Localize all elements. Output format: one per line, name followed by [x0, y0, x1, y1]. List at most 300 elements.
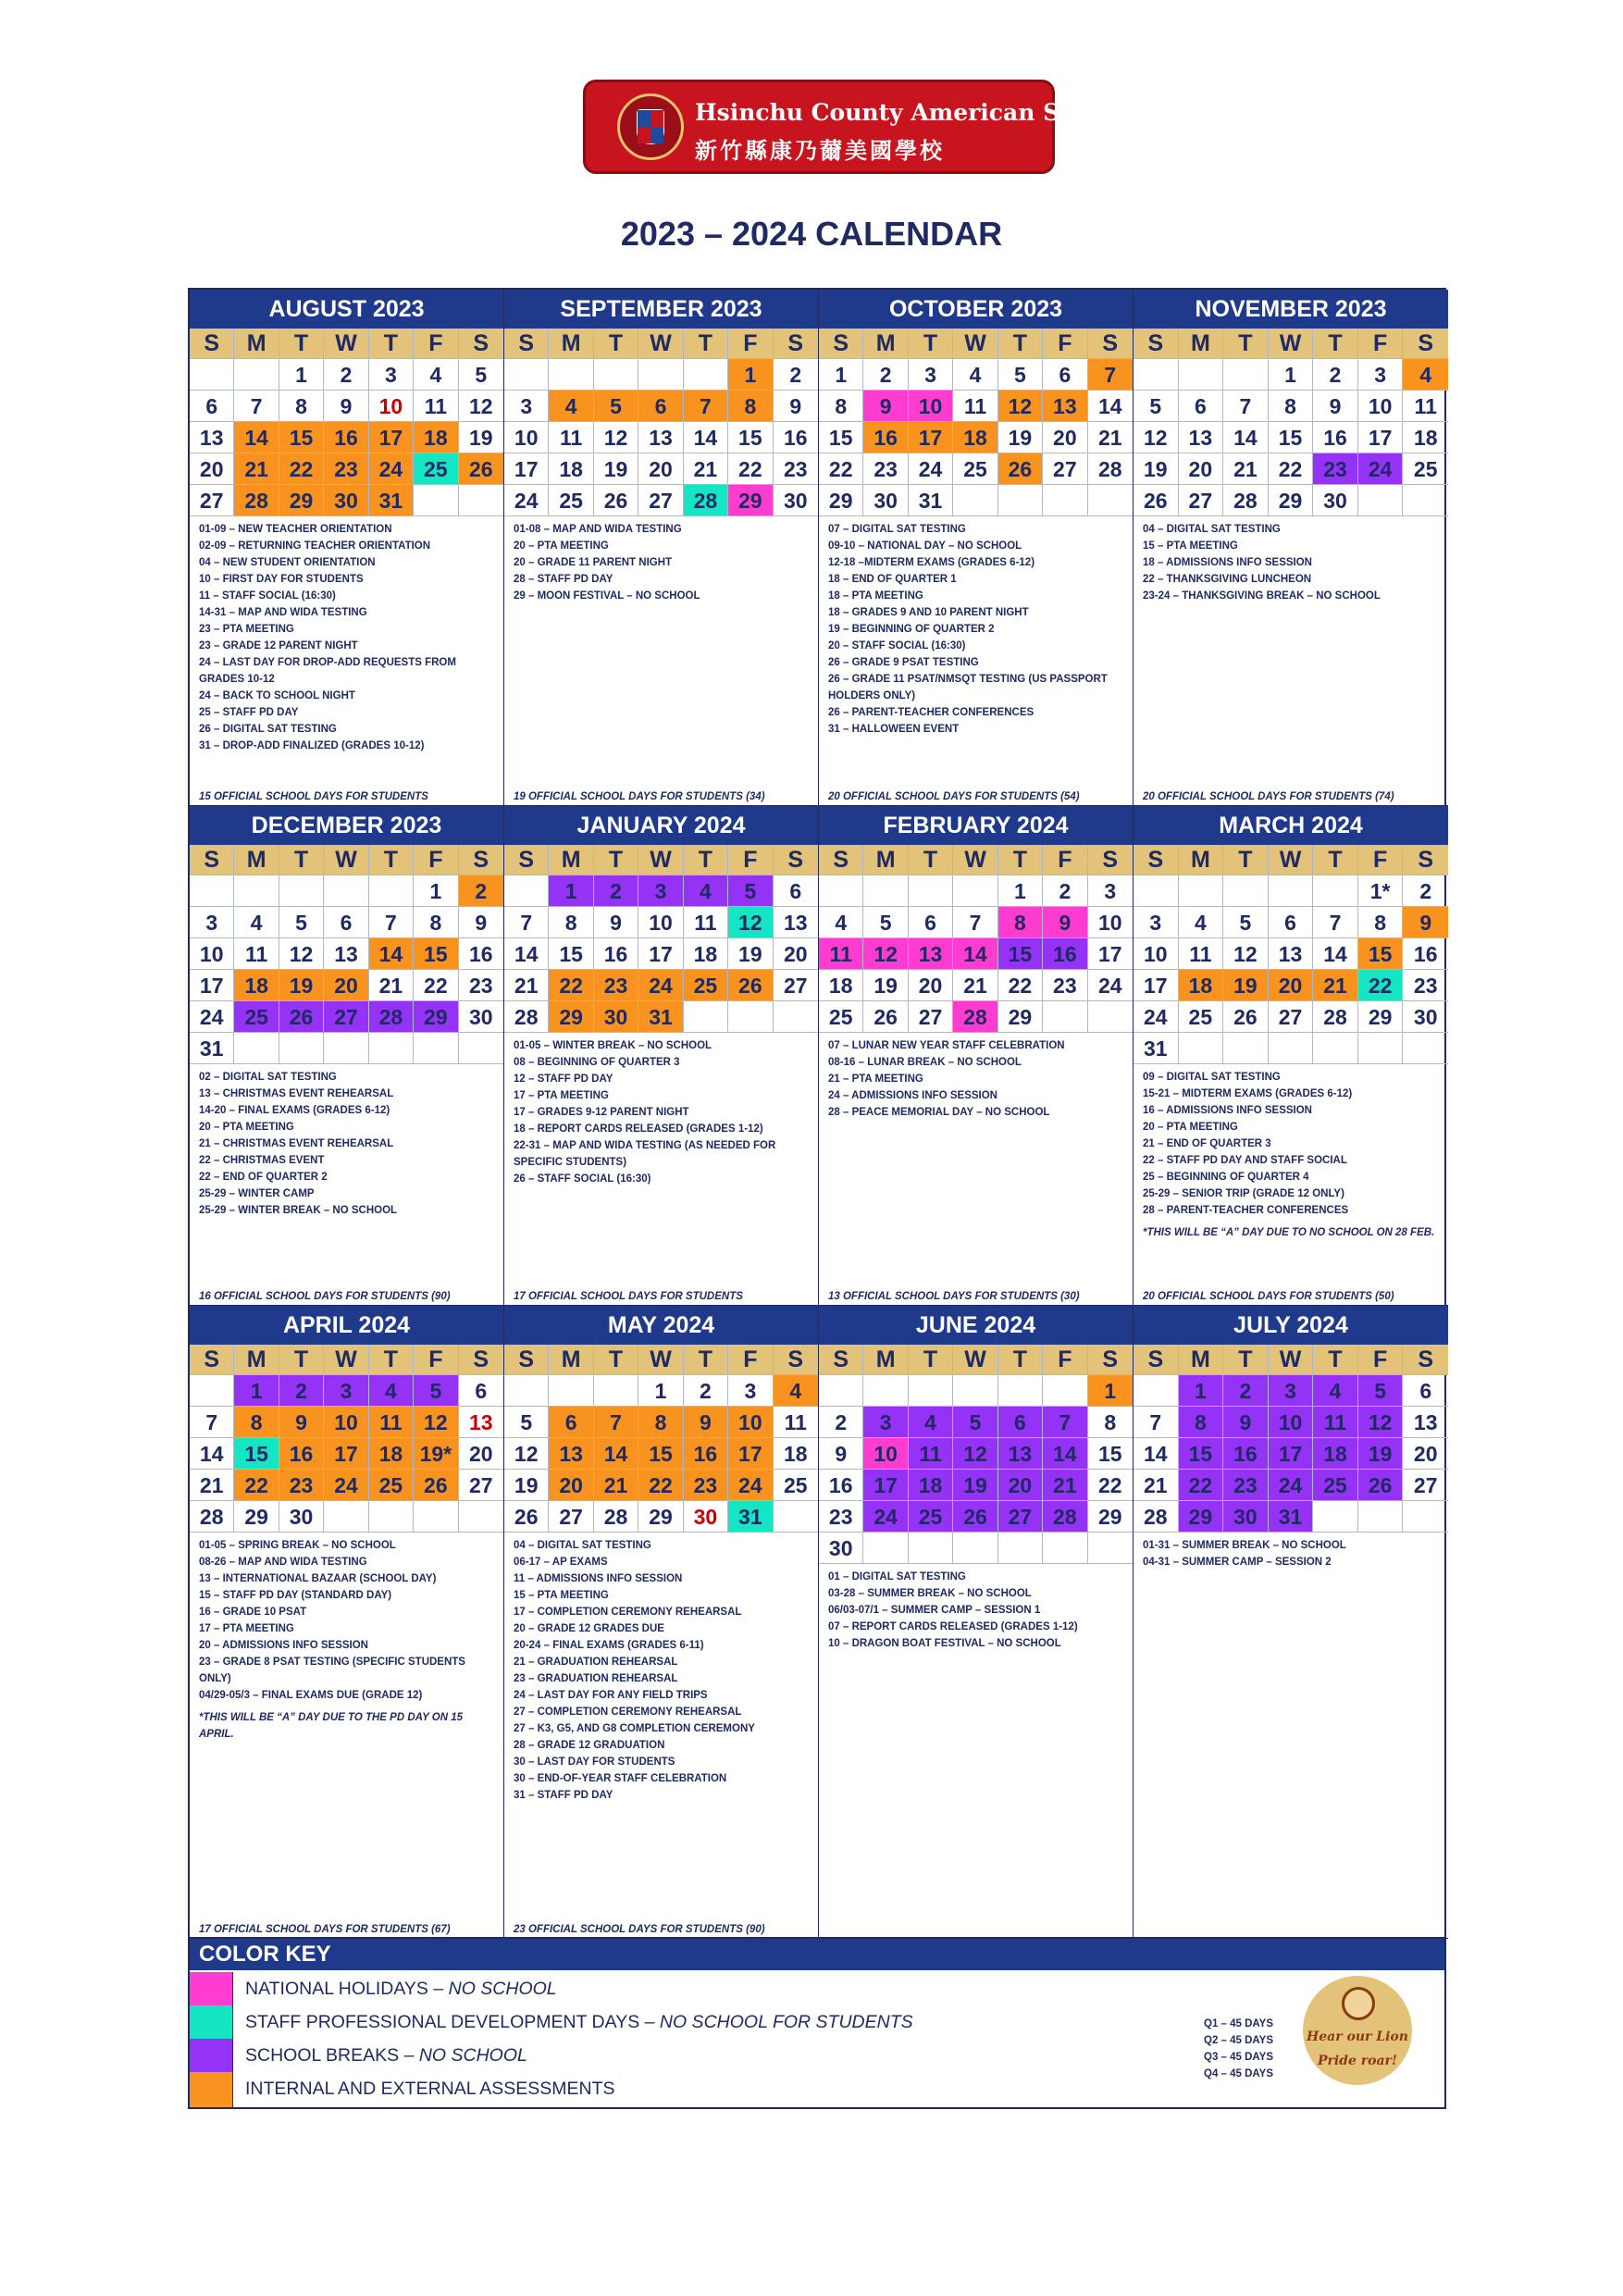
note-line: 23-24 – THANKSGIVING BREAK – NO SCHOOL	[1143, 590, 1381, 602]
swatch-pd	[190, 2005, 233, 2039]
weekday-header: T	[369, 1345, 414, 1375]
day-cell: 15	[1358, 938, 1404, 970]
day-cell	[1223, 1033, 1269, 1064]
month-notes	[504, 1533, 818, 1804]
day-cell	[504, 359, 549, 391]
day-cell: 16	[819, 1470, 863, 1501]
day-cell: 22	[1269, 453, 1314, 485]
day-cell: 15	[279, 422, 324, 453]
day-cell: 18	[1313, 1438, 1358, 1470]
day-cell: 12	[998, 391, 1043, 422]
month-notes	[504, 516, 818, 604]
month-notes	[190, 1533, 503, 1743]
day-cell: 9	[279, 1407, 324, 1438]
day-cell: 24	[504, 485, 549, 516]
day-cell: 23	[1043, 970, 1087, 1001]
note-line: 29 – MOON FESTIVAL – NO SCHOOL	[514, 590, 700, 602]
day-cell: 14	[1088, 391, 1133, 422]
day-cell	[1403, 485, 1448, 516]
day-cell	[1134, 875, 1179, 907]
day-cell: 10	[1358, 391, 1404, 422]
note-line: 18 – END OF QUARTER 1	[828, 574, 957, 585]
note-line: 03-28 – SUMMER BREAK – NO SCHOOL	[828, 1588, 1032, 1599]
day-cell: 2	[1043, 875, 1087, 907]
note-line: 21 – CHRISTMAS EVENT REHEARSAL	[199, 1138, 394, 1149]
school-days-count: 23 OFFICIAL SCHOOL DAYS FOR STUDENTS (90)	[514, 1924, 765, 1935]
day-cell	[953, 1375, 997, 1407]
day-cell: 4	[909, 1407, 953, 1438]
day-cell: 1	[638, 1375, 683, 1407]
day-cell: 19	[279, 970, 324, 1001]
weekday-header: S	[1134, 845, 1179, 875]
day-cell: 11	[684, 907, 728, 938]
day-cell: 25	[684, 970, 728, 1001]
day-cell: 16	[279, 1438, 324, 1470]
weekday-header: W	[1269, 845, 1314, 875]
day-cell: 25	[1403, 453, 1448, 485]
day-cell	[1313, 1033, 1358, 1064]
day-cell: 22	[1088, 1470, 1133, 1501]
day-cell: 24	[909, 453, 953, 485]
note-line: 24 – LAST DAY FOR ANY FIELD TRIPS	[514, 1690, 708, 1701]
day-cell	[1179, 359, 1224, 391]
day-cell: 22	[414, 970, 458, 1001]
swatch-break	[190, 2039, 233, 2072]
day-cell: 7	[190, 1407, 234, 1438]
weekday-header: T	[998, 1345, 1043, 1375]
month-grid	[1134, 1345, 1448, 1533]
weekday-header: W	[1269, 1345, 1314, 1375]
school-name-zh: 新竹縣康乃薾美國學校	[695, 137, 945, 164]
day-cell: 14	[684, 422, 728, 453]
month-header: MARCH 2024	[1134, 806, 1448, 845]
day-cell: 30	[863, 485, 908, 516]
day-cell: 5	[998, 359, 1043, 391]
note-line: 12 – STAFF PD DAY	[514, 1074, 613, 1085]
day-cell: 13	[638, 422, 683, 453]
weekday-header: F	[414, 329, 458, 359]
day-cell: 10	[324, 1407, 368, 1438]
day-cell: 21	[234, 453, 279, 485]
day-cell: 23	[819, 1501, 863, 1533]
day-cell	[1313, 1501, 1358, 1533]
day-cell: 28	[1134, 1501, 1179, 1533]
day-cell: 28	[684, 485, 728, 516]
weekday-header: T	[684, 329, 728, 359]
note-line: 26 – GRADE 9 PSAT TESTING	[828, 657, 979, 668]
day-cell: 11	[549, 422, 593, 453]
note-line: 22 – THANKSGIVING LUNCHEON	[1143, 574, 1312, 585]
day-cell	[324, 1501, 368, 1533]
month-8	[190, 1306, 504, 1939]
month-footnote: *THIS WILL BE “A” DAY DUE TO THE PD DAY ON 15 APRIL.	[199, 1712, 463, 1740]
weekday-header: S	[190, 329, 234, 359]
note-line: 28 – PARENT-TEACHER CONFERENCES	[1143, 1205, 1349, 1216]
day-cell	[638, 359, 683, 391]
quarter-days: Q1 – 45 DAYS	[1204, 2018, 1274, 2029]
day-cell: 27	[909, 1001, 953, 1033]
day-cell: 11	[774, 1407, 818, 1438]
note-line: 22 – END OF QUARTER 2	[199, 1172, 328, 1183]
day-cell: 23	[684, 1470, 728, 1501]
day-cell: 3	[863, 1407, 908, 1438]
day-cell: 1	[1179, 1375, 1224, 1407]
day-cell: 26	[1358, 1470, 1404, 1501]
day-cell: 17	[1358, 422, 1404, 453]
day-cell: 8	[1358, 907, 1404, 938]
note-line: 16 – GRADE 10 PSAT	[199, 1607, 307, 1618]
day-cell	[998, 1533, 1043, 1564]
day-cell: 25	[234, 1001, 279, 1033]
day-cell: 20	[909, 970, 953, 1001]
day-cell: 19	[953, 1470, 997, 1501]
weekday-header: S	[1134, 329, 1179, 359]
day-cell: 16	[1223, 1438, 1269, 1470]
weekday-header: T	[1313, 329, 1358, 359]
day-cell: 10	[504, 422, 549, 453]
note-line: 14-31 – MAP AND WIDA TESTING	[199, 607, 367, 618]
day-cell: 23	[1223, 1470, 1269, 1501]
note-line: 01 – DIGITAL SAT TESTING	[828, 1571, 966, 1582]
day-cell: 25	[953, 453, 997, 485]
day-cell: 21	[1313, 970, 1358, 1001]
day-cell: 2	[1223, 1375, 1269, 1407]
day-cell: 17	[324, 1438, 368, 1470]
day-cell: 4	[1179, 907, 1224, 938]
day-cell: 19*	[414, 1438, 458, 1470]
day-cell: 28	[1088, 453, 1133, 485]
note-line: 14-20 – FINAL EXAMS (GRADES 6-12)	[199, 1105, 390, 1116]
weekday-header: M	[1179, 329, 1224, 359]
color-key	[188, 1937, 1446, 2109]
day-cell: 22	[279, 453, 324, 485]
key-label: STAFF PROFESSIONAL DEVELOPMENT DAYS –	[245, 2012, 660, 2032]
weekday-header: S	[459, 1345, 503, 1375]
day-cell: 13	[1403, 1407, 1448, 1438]
day-cell	[1088, 1533, 1133, 1564]
day-cell: 23	[459, 970, 503, 1001]
day-cell: 16	[684, 1438, 728, 1470]
day-cell: 20	[324, 970, 368, 1001]
day-cell: 5	[953, 1407, 997, 1438]
month-header: DECEMBER 2023	[190, 806, 503, 845]
day-cell: 6	[638, 391, 683, 422]
day-cell: 5	[504, 1407, 549, 1438]
day-cell: 28	[369, 1001, 414, 1033]
weekday-header: S	[504, 845, 549, 875]
school-crest-icon	[617, 93, 684, 160]
day-cell	[594, 359, 638, 391]
weekday-header: M	[234, 1345, 279, 1375]
day-cell: 7	[504, 907, 549, 938]
day-cell: 3	[1358, 359, 1404, 391]
month-grid	[1134, 845, 1448, 1064]
month-header: APRIL 2024	[190, 1306, 503, 1345]
day-cell: 30	[819, 1533, 863, 1564]
day-cell: 16	[1313, 422, 1358, 453]
note-line: 20 – GRADE 12 GRADES DUE	[514, 1623, 664, 1634]
day-cell: 1	[1269, 359, 1314, 391]
note-line: 23 – GRADE 12 PARENT NIGHT	[199, 640, 358, 652]
day-cell: 11	[1313, 1407, 1358, 1438]
months-grid	[188, 288, 1446, 1941]
note-line: 25-29 – SENIOR TRIP (GRADE 12 ONLY)	[1143, 1188, 1344, 1199]
day-cell	[190, 359, 234, 391]
day-cell: 25	[1313, 1470, 1358, 1501]
note-line: 01-31 – SUMMER BREAK – NO SCHOOL	[1143, 1540, 1346, 1551]
key-label-em: NO SCHOOL	[448, 1979, 557, 1999]
day-cell: 14	[1134, 1438, 1179, 1470]
school-days-count: 20 OFFICIAL SCHOOL DAYS FOR STUDENTS (50)	[1143, 1291, 1394, 1302]
day-cell: 8	[819, 391, 863, 422]
month-grid	[1134, 329, 1448, 516]
day-cell: 4	[1403, 359, 1448, 391]
note-line: 25 – STAFF PD DAY	[199, 707, 299, 718]
day-cell	[504, 875, 549, 907]
day-cell: 2	[279, 1375, 324, 1407]
note-line: 08 – BEGINNING OF QUARTER 3	[514, 1057, 680, 1068]
day-cell: 5	[1223, 907, 1269, 938]
day-cell: 29	[414, 1001, 458, 1033]
day-cell: 21	[953, 970, 997, 1001]
day-cell: 31	[728, 1501, 773, 1533]
day-cell: 4	[1313, 1375, 1358, 1407]
note-line: 22 – STAFF PD DAY AND STAFF SOCIAL	[1143, 1155, 1347, 1166]
day-cell	[1269, 1033, 1314, 1064]
day-cell: 20	[190, 453, 234, 485]
day-cell: 26	[953, 1501, 997, 1533]
weekday-header: W	[953, 329, 997, 359]
weekday-header: T	[369, 845, 414, 875]
day-cell: 30	[279, 1501, 324, 1533]
key-label-em: NO SCHOOL FOR STUDENTS	[659, 2012, 913, 2032]
day-cell: 2	[1313, 359, 1358, 391]
day-cell: 5	[1358, 1375, 1404, 1407]
weekday-header: T	[1313, 1345, 1358, 1375]
day-cell: 22	[549, 970, 593, 1001]
weekday-header: T	[909, 1345, 953, 1375]
day-cell: 29	[234, 1501, 279, 1533]
weekday-header: S	[774, 1345, 818, 1375]
month-5	[504, 806, 819, 1306]
weekday-header: W	[638, 329, 683, 359]
day-cell: 7	[1313, 907, 1358, 938]
note-line: 16 – ADMISSIONS INFO SESSION	[1143, 1105, 1312, 1116]
day-cell: 6	[774, 875, 818, 907]
day-cell: 13	[549, 1438, 593, 1470]
day-cell: 18	[1179, 970, 1224, 1001]
weekday-header: S	[819, 1345, 863, 1375]
note-line: 31 – STAFF PD DAY	[514, 1790, 613, 1801]
day-cell: 11	[1403, 391, 1448, 422]
weekday-header: T	[594, 329, 638, 359]
day-cell: 13	[774, 907, 818, 938]
day-cell: 7	[1134, 1407, 1179, 1438]
day-cell: 3	[504, 391, 549, 422]
day-cell	[728, 1001, 773, 1033]
day-cell: 11	[819, 938, 863, 970]
day-cell: 2	[594, 875, 638, 907]
day-cell: 21	[504, 970, 549, 1001]
day-cell: 11	[369, 1407, 414, 1438]
day-cell: 7	[234, 391, 279, 422]
day-cell: 22	[819, 453, 863, 485]
weekday-header: S	[1403, 845, 1448, 875]
day-cell: 10	[728, 1407, 773, 1438]
month-0	[190, 290, 504, 806]
month-11	[1134, 1306, 1448, 1939]
day-cell: 31	[1134, 1033, 1179, 1064]
weekday-header: F	[1358, 1345, 1404, 1375]
note-line: 21 – PTA MEETING	[828, 1074, 923, 1085]
month-grid	[819, 845, 1133, 1033]
month-9	[504, 1306, 819, 1939]
day-cell	[504, 1375, 549, 1407]
day-cell: 21	[684, 453, 728, 485]
day-cell: 9	[1223, 1407, 1269, 1438]
day-cell: 10	[1134, 938, 1179, 970]
school-days-count: 17 OFFICIAL SCHOOL DAYS FOR STUDENTS	[514, 1291, 743, 1302]
day-cell: 10	[1269, 1407, 1314, 1438]
day-cell: 6	[998, 1407, 1043, 1438]
day-cell: 1	[1088, 1375, 1133, 1407]
note-line: 20-24 – FINAL EXAMS (GRADES 6-11)	[514, 1640, 704, 1651]
weekday-header: T	[1313, 845, 1358, 875]
weekday-header: S	[1403, 1345, 1448, 1375]
day-cell: 1	[234, 1375, 279, 1407]
day-cell: 29	[728, 485, 773, 516]
weekday-header: F	[728, 329, 773, 359]
day-cell: 27	[998, 1501, 1043, 1533]
day-cell: 19	[863, 970, 908, 1001]
day-cell: 16	[1043, 938, 1087, 970]
note-line: 28 – PEACE MEMORIAL DAY – NO SCHOOL	[828, 1107, 1050, 1118]
day-cell: 21	[190, 1470, 234, 1501]
day-cell: 12	[504, 1438, 549, 1470]
day-cell: 9	[1403, 907, 1448, 938]
day-cell: 6	[1269, 907, 1314, 938]
school-days-count: 19 OFFICIAL SCHOOL DAYS FOR STUDENTS (34)	[514, 791, 765, 802]
key-label-em: NO SCHOOL	[418, 2045, 527, 2066]
day-cell: 29	[549, 1001, 593, 1033]
day-cell: 11	[1179, 938, 1224, 970]
day-cell: 20	[1179, 453, 1224, 485]
day-cell: 12	[414, 1407, 458, 1438]
note-line: 01-08 – MAP AND WIDA TESTING	[514, 524, 682, 535]
school-logo	[583, 80, 1131, 174]
color-key-title: COLOR KEY	[190, 1939, 1444, 1970]
day-cell: 6	[1179, 391, 1224, 422]
day-cell: 5	[414, 1375, 458, 1407]
day-cell: 20	[774, 938, 818, 970]
day-cell: 9	[774, 391, 818, 422]
day-cell: 4	[234, 907, 279, 938]
day-cell: 29	[279, 485, 324, 516]
weekday-header: F	[728, 1345, 773, 1375]
day-cell	[1043, 1533, 1087, 1564]
day-cell: 1	[998, 875, 1043, 907]
weekday-header: F	[728, 845, 773, 875]
note-line: 18 – REPORT CARDS RELEASED (GRADES 1-12)	[514, 1123, 763, 1135]
month-header: JUNE 2024	[819, 1306, 1133, 1345]
day-cell: 29	[1179, 1501, 1224, 1533]
day-cell: 7	[953, 907, 997, 938]
note-line: 25 – BEGINNING OF QUARTER 4	[1143, 1172, 1309, 1183]
month-4	[190, 806, 504, 1306]
weekday-header: M	[863, 1345, 908, 1375]
day-cell: 15	[998, 938, 1043, 970]
day-cell	[863, 875, 908, 907]
weekday-header: S	[774, 845, 818, 875]
note-line: 08-26 – MAP AND WIDA TESTING	[199, 1557, 367, 1568]
day-cell: 17	[1134, 970, 1179, 1001]
day-cell	[459, 1501, 503, 1533]
day-cell: 27	[1403, 1470, 1448, 1501]
day-cell: 12	[279, 938, 324, 970]
day-cell: 29	[1358, 1001, 1404, 1033]
day-cell: 11	[953, 391, 997, 422]
day-cell: 25	[909, 1501, 953, 1533]
day-cell: 4	[414, 359, 458, 391]
day-cell: 28	[504, 1001, 549, 1033]
day-cell: 26	[414, 1470, 458, 1501]
day-cell: 12	[953, 1438, 997, 1470]
day-cell: 16	[459, 938, 503, 970]
day-cell: 18	[774, 1438, 818, 1470]
weekday-header: F	[414, 1345, 458, 1375]
month-grid	[504, 1345, 818, 1533]
day-cell: 10	[1088, 907, 1133, 938]
day-cell: 13	[190, 422, 234, 453]
note-line: 11 – ADMISSIONS INFO SESSION	[514, 1573, 683, 1584]
day-cell: 24	[1269, 1470, 1314, 1501]
day-cell: 18	[684, 938, 728, 970]
day-cell: 21	[1223, 453, 1269, 485]
weekday-header: F	[414, 845, 458, 875]
weekday-header: S	[819, 329, 863, 359]
day-cell: 19	[728, 938, 773, 970]
weekday-header: S	[819, 845, 863, 875]
day-cell: 27	[774, 970, 818, 1001]
day-cell: 28	[953, 1001, 997, 1033]
day-cell: 27	[1043, 453, 1087, 485]
day-cell: 2	[863, 359, 908, 391]
note-line: 27 – K3, G5, AND G8 COMPLETION CEREMONY	[514, 1723, 755, 1734]
weekday-header: W	[324, 845, 368, 875]
day-cell: 13	[909, 938, 953, 970]
day-cell: 14	[953, 938, 997, 970]
month-10	[819, 1306, 1134, 1939]
weekday-header: T	[998, 329, 1043, 359]
month-grid	[190, 1345, 503, 1533]
day-cell: 31	[190, 1033, 234, 1064]
weekday-header: W	[324, 1345, 368, 1375]
weekday-header: S	[1134, 1345, 1179, 1375]
day-cell: 21	[594, 1470, 638, 1501]
weekday-header: T	[594, 1345, 638, 1375]
day-cell: 2	[459, 875, 503, 907]
note-line: 30 – END-OF-YEAR STAFF CELEBRATION	[514, 1773, 727, 1784]
day-cell: 20	[638, 453, 683, 485]
day-cell: 8	[414, 907, 458, 938]
day-cell	[414, 1501, 458, 1533]
day-cell: 31	[909, 485, 953, 516]
weekday-header: M	[549, 329, 593, 359]
day-cell: 26	[998, 453, 1043, 485]
day-cell: 13	[1269, 938, 1314, 970]
day-cell: 5	[1134, 391, 1179, 422]
note-line: 26 – DIGITAL SAT TESTING	[199, 724, 337, 735]
